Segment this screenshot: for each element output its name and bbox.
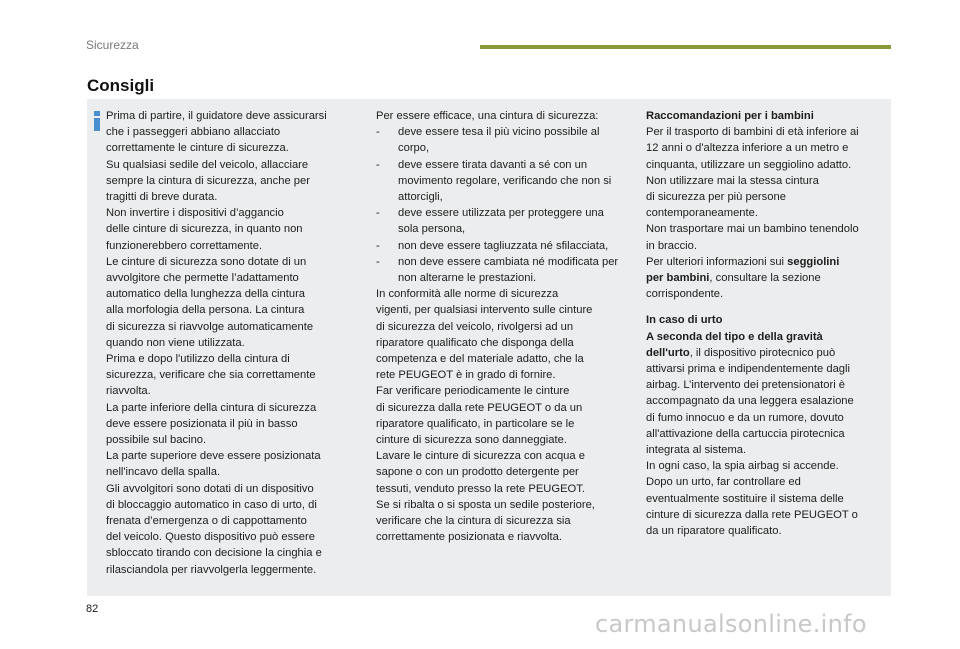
kids-heading: Raccomandazioni per i bambini (646, 110, 814, 122)
text-line: nell'incavo della spalla. (106, 466, 221, 479)
text-line: corrispondente. (646, 288, 724, 301)
list-item (376, 157, 626, 206)
text-line: di sicurezza del veicolo, rivolgersi ad un (376, 320, 574, 333)
list-dash: - (376, 239, 380, 252)
text-line: sicurezza, verificare che sia correttamente (106, 369, 316, 382)
text-line: sapone o con un prodotto detergente per (376, 466, 579, 479)
column-belt-requirements (376, 108, 626, 545)
text-line: verificare che la cintura di sicurezza sia (376, 515, 571, 528)
text-line: di sicurezza dalla rete PEUGEOT o da un (376, 401, 583, 414)
info-icon (92, 111, 102, 131)
kids-ref-prefix: Per ulteriori informazioni sui (646, 255, 788, 268)
text-line: Dopo un urto, far controllare ed (646, 476, 801, 489)
text-line: di sicurezza per più persone (646, 191, 786, 204)
section-label: Sicurezza (86, 38, 139, 52)
text-line: correttamente le cinture di sicurezza. (106, 142, 289, 155)
crash-mixed-line (646, 345, 886, 361)
list-dash: - (376, 158, 380, 171)
text-line: tragitti di breve durata. (106, 191, 218, 204)
text-line: integrata al sistema. (646, 444, 747, 457)
info-icon-dot (94, 111, 100, 116)
text-line: sbloccato tirando con decisione la cinghia e (106, 547, 322, 560)
text-line: sempre la cintura di sicurezza, anche per (106, 174, 310, 187)
info-icon-bar (94, 118, 100, 131)
header-rule (480, 45, 891, 49)
text-line: 12 anni o d'altezza inferiore a un metro e (646, 142, 849, 155)
text-line: cinture di sicurezza sono danneggiate. (376, 434, 567, 447)
text-line: Prima di partire, il guidatore deve assicurarsi (106, 110, 327, 122)
page-number: 82 (86, 603, 99, 615)
text-line: Prima e dopo l'utilizzo della cintura di (106, 353, 290, 366)
list-item-text: non deve essere cambiata né modificata per non alterarne le prestazioni. (398, 255, 619, 285)
text-line: accompagnato da una leggera esalazione (646, 395, 854, 408)
text-line: deve essere posizionata il più in basso (106, 417, 298, 430)
kids-reference-line (646, 270, 886, 286)
text-line: contemporaneamente. (646, 207, 758, 220)
watermark: carmanualsonline.info (595, 610, 867, 638)
text-line: frenata d’emergenza o di cappottamento (106, 515, 307, 528)
list-item-text: deve essere utilizzata per proteggere una sola persona, (398, 207, 604, 236)
text-line: attivarsi prima e indipendentemente dagli (646, 363, 850, 376)
text-line: airbag. L’intervento dei pretensionatori è (646, 379, 846, 392)
text-line: riparatore qualificato, in particolare se le (376, 417, 575, 430)
page-title: Consigli (87, 76, 155, 95)
text-line: La parte superiore deve essere posizionata (106, 450, 321, 463)
text-line: cinquanta, utilizzare un seggiolino adatto. (646, 158, 852, 171)
text-line: che i passeggeri abbiano allacciato (106, 126, 281, 139)
text-line: di sicurezza si riavvolge automaticamente (106, 320, 314, 333)
list-item-text: deve essere tirata davanti a sé con un movimento regolare, verificando che non si attorcigli, (398, 158, 612, 204)
text-line: Per il trasporto di bambini di età inferiore ai (646, 126, 859, 139)
list-item-text: non deve essere tagliuzzata né sfilacciata, (398, 239, 609, 252)
text-line: In ogni caso, la spia airbag si accende. (646, 460, 839, 473)
kids-reference-line (646, 254, 886, 270)
text-line: riavvolta. (106, 385, 151, 398)
text-line: eventualmente sostituire il sistema delle (646, 492, 844, 505)
text-line: rilasciandola per riavvolgerla leggermente. (106, 563, 317, 576)
list-dash: - (376, 255, 380, 268)
text-line: in braccio. (646, 239, 697, 252)
text-line: Non invertire i dispositivi d’aggancio (106, 207, 284, 220)
text-line: tessuti, venduto presso la rete PEUGEOT. (376, 482, 585, 495)
kids-ref-bold: per bambini (646, 272, 710, 285)
text-line: Gli avvolgitori sono dotati di un dispositivo (106, 482, 314, 495)
text-line: da un riparatore qualificato. (646, 525, 782, 538)
text-line: riparatore qualificato che disponga della (376, 336, 574, 349)
text-line: di fumo innocuo e da un rumore, dovuto (646, 411, 844, 424)
column-belts-general (106, 108, 356, 578)
text-line: funzionerebbero correttamente. (106, 239, 263, 252)
column-children-and-crash (646, 108, 886, 539)
text-line: Far verificare periodicamente le cinture (376, 385, 570, 398)
text-line: alla morfologia della persona. La cintura (106, 304, 305, 317)
list-item (376, 254, 626, 286)
list-dash: - (376, 207, 380, 220)
text-line: competenza e del materiale adatto, che la (376, 353, 584, 366)
crash-bold-span: dell'urto (646, 346, 690, 359)
text-line: avvolgitore che permette l’adattamento (106, 272, 299, 285)
list-item (376, 205, 626, 237)
text-line: Lavare le cinture di sicurezza con acqua e (376, 450, 585, 463)
text-line: quando non viene utilizzata. (106, 336, 245, 349)
text-line: cinture di sicurezza dalla rete PEUGEOT o (646, 508, 858, 521)
text-line: delle cinture di sicurezza, in quanto non (106, 223, 303, 236)
requirements-intro: Per essere efficace, una cintura di sicurezza: (376, 110, 599, 122)
text-line: Non trasportare mai un bambino tenendolo (646, 223, 859, 236)
text-line: del veicolo. Questo dispositivo può essere (106, 531, 315, 544)
text-line: automatico della lunghezza della cintura (106, 288, 306, 301)
crash-heading: In caso di urto (646, 314, 723, 327)
list-item-text: deve essere tesa il più vicino possibile al corpo, (398, 126, 600, 155)
text-line: correttamente posizionata e riavvolta. (376, 531, 562, 544)
crash-bold-line: A seconda del tipo e della gravità (646, 330, 823, 343)
text-line: Se si ribalta o si sposta un sedile posteriore, (376, 498, 595, 511)
text-line: rete PEUGEOT è in grado di fornire. (376, 369, 556, 382)
crash-after-bold: , il dispositivo pirotecnico può (689, 346, 836, 359)
list-dash: - (376, 126, 380, 139)
kids-ref-bold: seggiolini (787, 255, 840, 268)
text-line: di bloccaggio automatico in caso di urto, di (106, 498, 317, 511)
text-line: possibile sul bacino. (106, 434, 207, 447)
text-line: Su qualsiasi sedile del veicolo, allacciare (106, 158, 309, 171)
text-line: La parte inferiore della cintura di sicurezza (106, 401, 317, 414)
text-line: In conformità alle norme di sicurezza (376, 288, 559, 301)
list-item (376, 124, 626, 156)
text-line: Le cinture di sicurezza sono dotate di un (106, 255, 307, 268)
list-item (376, 238, 626, 254)
text-line: Non utilizzare mai la stessa cintura (646, 174, 819, 187)
text-line: all'attivazione della cartuccia pirotecnica (646, 427, 845, 440)
kids-ref-suffix: , consultare la sezione (709, 272, 821, 285)
text-line: vigenti, per qualsiasi intervento sulle cinture (376, 304, 593, 317)
